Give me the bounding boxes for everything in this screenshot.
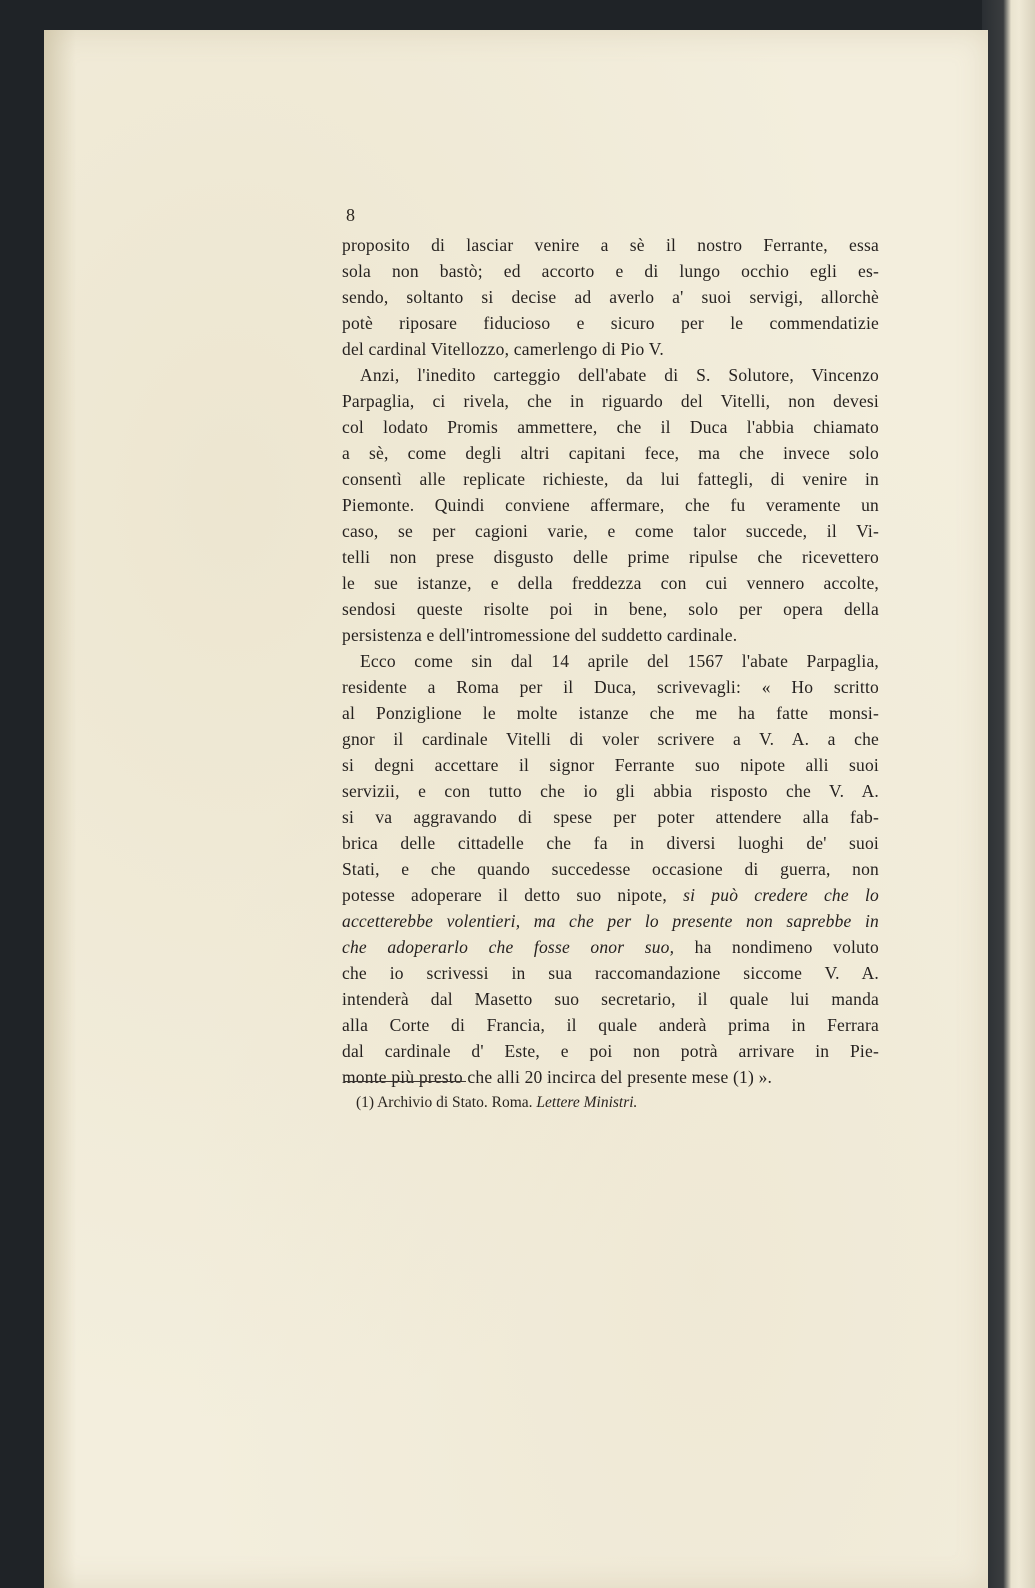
text-line: al Ponziglione le molte istanze che me ha fatte monsi- — [342, 703, 879, 723]
text-line: monte più presto che alli 20 incirca del presente mese (1) ». — [342, 1067, 773, 1087]
text-line: che io scrivessi in sua raccomandazione siccome V. A. — [342, 963, 879, 983]
text-fragment: ha nondimeno voluto — [694, 937, 879, 957]
italic-fragment: si può credere che lo — [683, 885, 879, 905]
page-number: 8 — [346, 205, 355, 225]
text-line: si va aggravando di spese per poter attendere alla fab- — [342, 807, 879, 827]
text-line: Stati, e che quando succedesse occasione di guerra, non — [342, 859, 879, 879]
text-line: telli non prese disgusto delle prime ripulse che ricevettero — [342, 547, 879, 567]
footnote — [356, 1094, 637, 1112]
text-line: proposito di lasciar venire a sè il nostro Ferrante, essa — [342, 235, 879, 255]
text-line: sola non bastò; ed accorto e di lungo occhio egli es- — [342, 261, 879, 281]
text-line-mixed — [342, 934, 879, 960]
text-line: Parpaglia, ci rivela, che in riguardo del Vitelli, non devesi — [342, 391, 879, 411]
text-line: alla Corte di Francia, il quale anderà prima in Ferrara — [342, 1015, 879, 1035]
paragraph-3 — [342, 648, 879, 1090]
text-line: a sè, come degli altri capitani fece, ma che invece solo — [342, 443, 879, 463]
text-line-italic — [342, 908, 879, 934]
text-line: sendo, soltanto si decise ad averlo a' suoi servigi, allorchè — [342, 287, 879, 307]
book-spine — [982, 0, 1035, 1588]
text-line: Anzi, l'inedito carteggio dell'abate di S. Solutore, Vincenzo — [360, 365, 879, 385]
text-line: persistenza e dell'intromessione del suddetto cardinale. — [342, 625, 738, 645]
text-line: dal cardinale d' Este, e poi non potrà arrivare in Pie- — [342, 1041, 879, 1061]
text-line: del cardinal Vitellozzo, camerlengo di Pio V. — [342, 339, 664, 359]
page-gutter-shadow — [44, 30, 76, 1588]
footnote-rule — [344, 1081, 466, 1082]
text-line-mixed — [342, 882, 879, 908]
footnote-source: (1) Archivio di Stato. Roma. — [356, 1094, 533, 1111]
text-line: caso, se per cagioni varie, e come talor succede, il Vi- — [342, 521, 879, 541]
text-fragment: potesse adoperare il detto suo nipote, — [342, 885, 667, 905]
text-line: servizii, e con tutto che io gli abbia risposto che V. A. — [342, 781, 879, 801]
text-line: consentì alle replicate richieste, da lui fattegli, di venire in — [342, 469, 879, 489]
text-line: sendosi queste risolte poi in bene, solo per opera della — [342, 599, 879, 619]
text-line: gnor il cardinale Vitelli di voler scrivere a V. A. a che — [342, 729, 879, 749]
paragraph-1 — [342, 232, 879, 362]
text-line: le sue istanze, e della freddezza con cui vennero accolte, — [342, 573, 879, 593]
text-line: intenderà dal Masetto suo secretario, il quale lui manda — [342, 989, 879, 1009]
text-line: potè riposare fiducioso e sicuro per le commendatizie — [342, 313, 879, 333]
text-line: si degni accettare il signor Ferrante suo nipote alli suoi — [342, 755, 879, 775]
italic-fragment: che adoperarlo che fosse onor suo, — [342, 937, 675, 957]
text-line: Ecco come sin dal 14 aprile del 1567 l'abate Parpaglia, — [360, 651, 879, 671]
paragraph-2 — [342, 362, 879, 648]
text-line: Piemonte. Quindi conviene affermare, che fu veramente un — [342, 495, 879, 515]
footnote-italic: Lettere Ministri. — [536, 1094, 638, 1111]
text-line: col lodato Promis ammettere, che il Duca l'abbia chiamato — [342, 417, 879, 437]
italic-fragment: accetterebbe volentieri, ma che per lo presente non saprebbe in — [342, 911, 879, 931]
body-text — [342, 232, 879, 1090]
text-line: residente a Roma per il Duca, scrivevagli: « Ho scritto — [342, 677, 879, 697]
text-line: brica delle cittadelle che fa in diversi luoghi de' suoi — [342, 833, 879, 853]
